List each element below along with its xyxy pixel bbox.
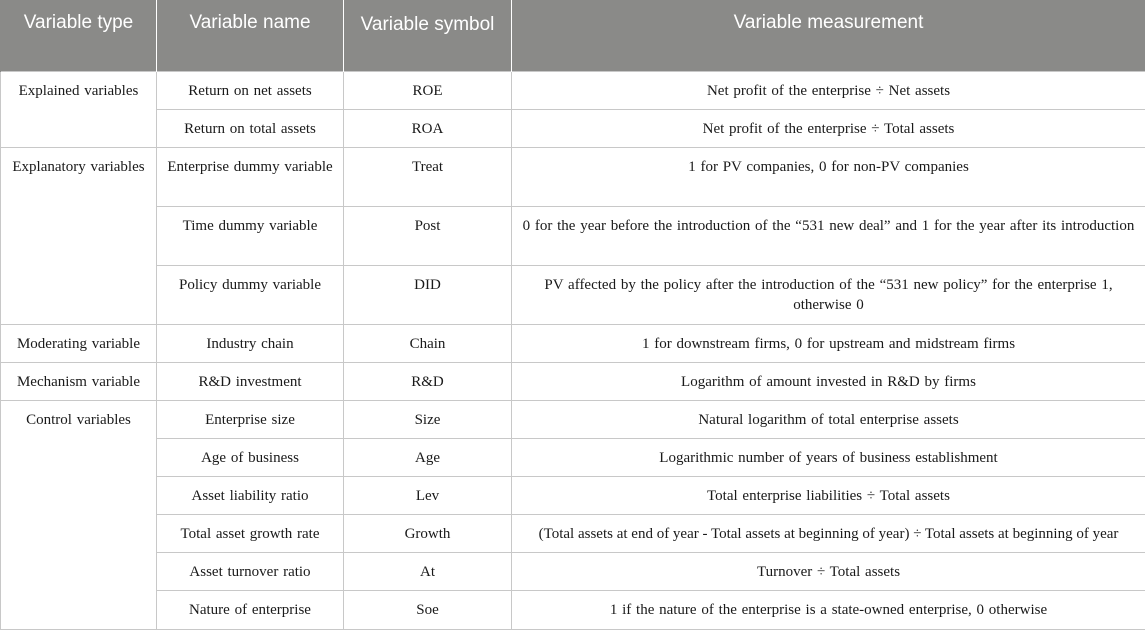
variable-name-cell: Asset turnover ratio (157, 552, 344, 590)
variable-measurement-cell: Natural logarithm of total enterprise assets (512, 400, 1145, 438)
variable-measurement-cell: Logarithmic number of years of business establishment (512, 438, 1145, 476)
table-row (1, 590, 1145, 629)
variable-name-cell: Policy dummy variable (157, 265, 344, 324)
variable-name-cell: R&D investment (157, 362, 344, 400)
variable-symbol-cell: Treat (344, 147, 512, 206)
table-row (1, 265, 1145, 324)
table-row (1, 438, 1145, 476)
variable-name-cell: Enterprise dummy variable (157, 147, 344, 206)
variable-symbol-cell: Age (344, 438, 512, 476)
variable-measurement-cell: Net profit of the enterprise ÷ Net assets (512, 71, 1145, 109)
variable-measurement-cell: Turnover ÷ Total assets (512, 552, 1145, 590)
variable-measurement-cell: Logarithm of amount invested in R&D by firms (512, 362, 1145, 400)
variable-name-cell: Industry chain (157, 324, 344, 362)
variable-symbol-cell: At (344, 552, 512, 590)
variable-measurement-cell: Net profit of the enterprise ÷ Total assets (512, 109, 1145, 147)
table-row (1, 324, 1145, 362)
header-variable-measurement: Variable measurement (512, 0, 1145, 71)
variable-symbol-cell: Lev (344, 476, 512, 514)
variable-symbol-cell: ROE (344, 71, 512, 109)
header-row (1, 0, 1145, 71)
variable-name-cell: Return on total assets (157, 109, 344, 147)
variable-symbol-cell: Post (344, 206, 512, 265)
table-row (1, 476, 1145, 514)
variable-measurement-cell: Total enterprise liabilities ÷ Total assets (512, 476, 1145, 514)
header-variable-symbol: Variable symbol (344, 0, 512, 71)
variable-symbol-cell: ROA (344, 109, 512, 147)
variable-name-cell: Total asset growth rate (157, 514, 344, 552)
variable-symbol-cell: Size (344, 400, 512, 438)
group-explanatory-variables: Explanatory variables (1, 147, 157, 324)
variable-symbol-cell: Growth (344, 514, 512, 552)
group-control-variables: Control variables (1, 400, 157, 629)
header-variable-type: Variable type (1, 0, 157, 71)
variable-measurement-cell: 1 if the nature of the enterprise is a state-owned enterprise, 0 otherwise (512, 590, 1145, 629)
variable-measurement-cell: PV affected by the policy after the introduction of the “531 new policy” for the enterprise 1, otherwise 0 (512, 265, 1145, 324)
table-row (1, 400, 1145, 438)
header-variable-name: Variable name (157, 0, 344, 71)
table-row (1, 109, 1145, 147)
group-explained-variables: Explained variables (1, 71, 157, 147)
variable-measurement-cell: 1 for PV companies, 0 for non-PV companies (512, 147, 1145, 206)
variable-name-cell: Nature of enterprise (157, 590, 344, 629)
variable-measurement-cell: 1 for downstream firms, 0 for upstream and midstream firms (512, 324, 1145, 362)
variable-symbol-cell: DID (344, 265, 512, 324)
variable-name-cell: Time dummy variable (157, 206, 344, 265)
table-row (1, 147, 1145, 206)
group-moderating-variable: Moderating variable (1, 324, 157, 362)
variable-name-cell: Return on net assets (157, 71, 344, 109)
variable-symbol-cell: R&D (344, 362, 512, 400)
group-mechanism-variable: Mechanism variable (1, 362, 157, 400)
variable-measurement-cell: (Total assets at end of year - Total assets at beginning of year) ÷ Total assets at beginning of year (512, 514, 1145, 552)
variable-symbol-cell: Chain (344, 324, 512, 362)
variable-name-cell: Enterprise size (157, 400, 344, 438)
variable-symbol-cell: Soe (344, 590, 512, 629)
table-row (1, 71, 1145, 109)
variable-measurement-cell: 0 for the year before the introduction of the “531 new deal” and 1 for the year after its introduction (512, 206, 1145, 265)
variable-name-cell: Asset liability ratio (157, 476, 344, 514)
table-row (1, 514, 1145, 552)
table-row (1, 362, 1145, 400)
table-row (1, 206, 1145, 265)
variable-name-cell: Age of business (157, 438, 344, 476)
table-row (1, 552, 1145, 590)
